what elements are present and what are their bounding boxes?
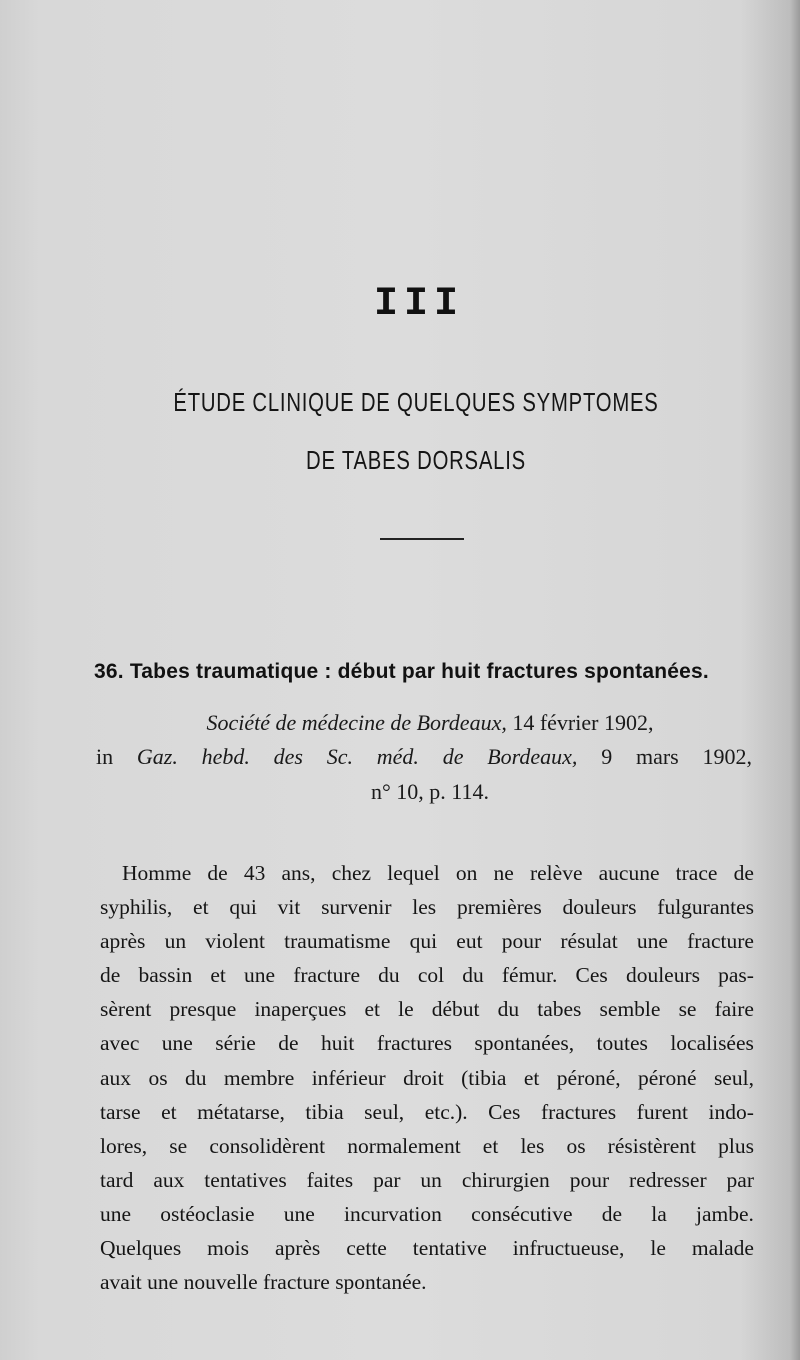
body-word: du	[378, 963, 400, 988]
body-word: jambe.	[695, 1201, 754, 1226]
body-word: résulat	[560, 929, 618, 954]
body-word: douleurs	[562, 895, 637, 920]
body-word: de	[207, 861, 228, 885]
body-word: trace	[675, 861, 718, 885]
body-line	[100, 1129, 754, 1163]
body-word: douleurs	[625, 963, 700, 988]
body-word: le	[398, 997, 414, 1022]
body-word: 43	[243, 861, 266, 885]
citation-word: mars	[635, 744, 679, 769]
body-word: tarse	[100, 1099, 141, 1124]
body-word: seul,	[713, 1065, 754, 1090]
body-word: mois	[207, 1236, 249, 1261]
body-line	[100, 1026, 754, 1060]
body-word: avec	[100, 1031, 140, 1056]
citation-line-1	[110, 710, 750, 736]
body-word: un	[164, 929, 187, 954]
body-word: tentative	[412, 1236, 487, 1261]
body-word: bassin	[138, 963, 193, 988]
body-word: fractures	[376, 1031, 453, 1056]
body-word: spontanées,	[474, 1031, 575, 1056]
body-word: huit	[320, 1031, 355, 1056]
body-word: fracture	[687, 929, 754, 954]
body-word: et	[193, 895, 209, 920]
body-word: consolidèrent	[209, 1133, 326, 1158]
body-word: une	[100, 1201, 132, 1226]
section-heading: 36. Tabes traumatique : début par huit fractures spontanées.	[94, 660, 709, 683]
citation-word: 1902,	[702, 744, 752, 769]
body-word: de	[278, 1031, 299, 1056]
body-word: aux	[153, 1167, 185, 1192]
body-line	[100, 1061, 754, 1095]
body-word: après	[100, 929, 146, 954]
body-word: et	[210, 963, 226, 988]
body-word: un	[420, 1167, 442, 1192]
body-word: qui	[409, 929, 438, 954]
citation-word: de	[442, 744, 464, 769]
body-word: pour	[501, 929, 542, 954]
body-word: membre	[223, 1065, 295, 1090]
body-line	[100, 958, 754, 992]
body-word: furent	[636, 1099, 688, 1124]
body-word: de	[601, 1201, 623, 1226]
body-word: droit	[403, 1065, 444, 1090]
body-word: os	[148, 1065, 168, 1090]
body-word: redresser	[629, 1167, 707, 1192]
body-line	[100, 1163, 754, 1197]
body-word: les	[412, 895, 437, 920]
body-word: du	[462, 963, 484, 988]
citation-date: 14 février 1902,	[506, 710, 654, 735]
body-word: premières	[456, 895, 542, 920]
body-word: indo-	[708, 1099, 754, 1124]
citation-line-3: n° 10, p. 114.	[371, 779, 489, 804]
body-word: etc.).	[424, 1099, 468, 1124]
body-word: syphilis,	[100, 895, 173, 920]
body-word: ostéoclasie	[160, 1201, 255, 1226]
body-word: fémur.	[501, 963, 558, 988]
body-word: ans,	[281, 861, 316, 885]
body-word: traumatisme	[284, 929, 391, 954]
body-line	[100, 856, 754, 890]
body-word: os	[566, 1133, 586, 1158]
body-word: Ces	[488, 1099, 521, 1124]
body-word: aucune	[598, 861, 660, 885]
body-word: péroné	[638, 1065, 697, 1090]
body-word: tentatives	[204, 1167, 287, 1192]
body-word: se	[678, 997, 697, 1022]
body-line	[100, 890, 754, 924]
body-word: une	[244, 963, 276, 988]
body-word: chirurgien	[461, 1167, 550, 1192]
body-word: par	[373, 1167, 401, 1192]
body-word: pas-	[718, 963, 754, 988]
body-word: (tibia	[461, 1065, 507, 1090]
body-word: Quelques	[100, 1236, 182, 1261]
body-word: chez	[331, 861, 372, 885]
citation-line-2	[96, 744, 752, 770]
body-word: cette	[346, 1236, 387, 1261]
body-word: inférieur	[311, 1065, 386, 1090]
body-word: faites	[306, 1167, 354, 1192]
body-line: avait une nouvelle fracture spontanée.	[100, 1270, 427, 1295]
body-line	[100, 1095, 754, 1129]
body-word: inaperçues	[254, 997, 347, 1022]
body-word: et	[364, 997, 380, 1022]
body-word: incurvation	[343, 1201, 442, 1226]
body-word: toutes	[596, 1031, 648, 1056]
body-word: sèrent	[100, 997, 152, 1022]
citation-word: in	[96, 744, 114, 769]
citation-society: Société de médecine de Bordeaux,	[206, 710, 507, 735]
chapter-title-line-1: ÉTUDE CLINIQUE DE QUELQUES SYMPTOMES	[173, 387, 659, 417]
body-word: consécutive	[471, 1201, 573, 1226]
body-word: tabes	[537, 997, 582, 1022]
body-word: une	[636, 929, 668, 954]
body-word: relève	[529, 861, 583, 885]
body-word: début	[431, 997, 480, 1022]
body-word: plus	[718, 1133, 754, 1158]
body-word: de	[100, 963, 121, 988]
body-word: se	[169, 1133, 188, 1158]
body-word: métatarse,	[197, 1099, 285, 1124]
body-word: aux	[100, 1065, 132, 1090]
body-word: une	[283, 1201, 315, 1226]
body-line	[100, 1197, 754, 1231]
body-word: et	[161, 1099, 177, 1124]
body-line	[100, 1231, 754, 1265]
body-word: survenir	[321, 895, 392, 920]
body-word: la	[651, 1201, 667, 1226]
body-word: Ces	[575, 963, 608, 988]
body-word: tibia	[305, 1099, 344, 1124]
body-word: eut	[456, 929, 483, 954]
citation-word: 9	[601, 744, 613, 769]
body-line	[100, 992, 754, 1026]
body-word: vit	[277, 895, 301, 920]
chapter-title-line-2: DE TABES DORSALIS	[306, 445, 526, 475]
chapter-number: III	[373, 282, 464, 327]
body-word: série	[215, 1031, 256, 1056]
body-word: malade	[691, 1236, 754, 1261]
body-word: presque	[169, 997, 237, 1022]
body-word: semble	[599, 997, 661, 1022]
body-word: ne	[493, 861, 514, 885]
citation-word: Bordeaux,	[487, 744, 578, 769]
body-word: par	[726, 1167, 754, 1192]
body-word: du	[184, 1065, 207, 1090]
body-word: fracture	[293, 963, 361, 988]
body-word: tard	[100, 1167, 134, 1192]
body-word: col	[417, 963, 445, 988]
body-paragraph	[100, 856, 754, 1299]
title-divider	[380, 538, 464, 540]
body-word: le	[650, 1236, 666, 1261]
body-word: infructueuse,	[512, 1236, 625, 1261]
body-word: fractures	[540, 1099, 617, 1124]
body-word: et	[523, 1065, 540, 1090]
body-word: et	[482, 1133, 499, 1158]
body-word: du	[497, 997, 520, 1022]
citation-word: méd.	[376, 744, 419, 769]
body-word: seul,	[364, 1099, 405, 1124]
body-word: pour	[569, 1167, 610, 1192]
body-word: de	[733, 861, 754, 885]
body-word: localisées	[670, 1031, 754, 1056]
body-word: les	[520, 1133, 545, 1158]
body-word: qui	[229, 895, 257, 920]
body-word: après	[274, 1236, 321, 1261]
body-word: Homme	[122, 861, 192, 885]
body-word: faire	[714, 997, 754, 1022]
body-word: une	[161, 1031, 193, 1056]
citation-word: des	[273, 744, 303, 769]
body-word: on	[455, 861, 478, 885]
citation-word: hebd.	[201, 744, 250, 769]
body-word: lequel	[387, 861, 440, 885]
body-word: violent	[205, 929, 265, 954]
body-word: normalement	[347, 1133, 461, 1158]
citation-word: Sc.	[326, 744, 353, 769]
body-word: péroné,	[556, 1065, 621, 1090]
body-line	[100, 924, 754, 958]
citation-word: Gaz.	[136, 744, 178, 769]
body-word: résistèrent	[607, 1133, 697, 1158]
body-word: lores,	[100, 1133, 148, 1158]
body-word: fulgurantes	[657, 895, 754, 920]
